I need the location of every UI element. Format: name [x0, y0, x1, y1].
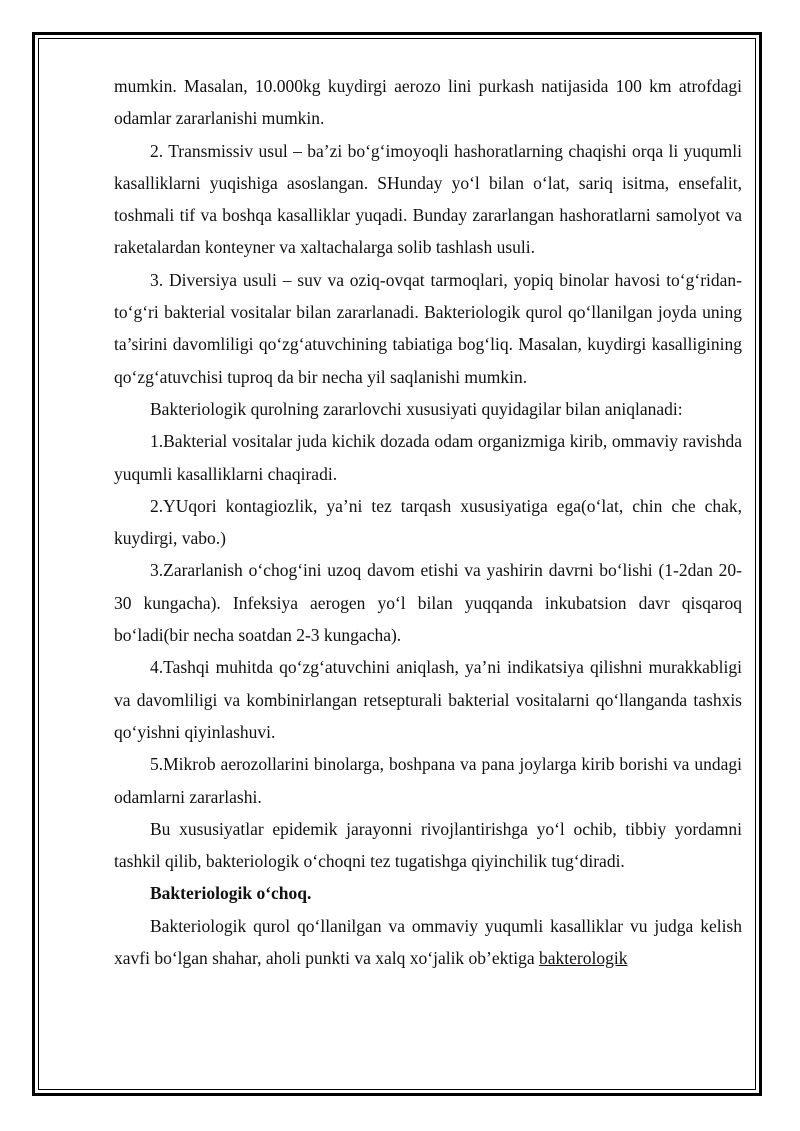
paragraph-continuation: mumkin. Masalan, 10.000kg kuydirgi aerozo lini purkash natijasida 100 km atrofdagi odamlar zararlanishi mumkin.: [114, 76, 742, 129]
list-item-property-5: 5.Mikrob aerozollarini binolarga, boshpana va pana joylarga kirib borishi va undagi odamlarni zararlashi.: [114, 754, 742, 807]
paragraph-outbreak-text: Bakteriologik qurol qo‘llanilgan va ommaviy yuqumli kasalliklar vu judga kelish xavfi bo‘lgan shahar, aholi punkti va xalq xo‘jalik ob’ektiga: [114, 915, 742, 969]
list-item-property-4: 4.Tashqi muhitda qo‘zg‘atuvchini aniqlash, ya’ni indikatsiya qilishni murakkabligi va davomliligi va kombinirlangan retsepturali bakterial vositalarni qo‘llanganda tashxis qo‘yishni qiyinlashuvi.: [114, 657, 742, 742]
paragraph-conclusion: Bu xususiyatlar epidemik jarayonni rivojlantirishga yo‘l ochib, tibbiy yordamni tashkil qilib, bakteriologik o‘choqni tez tugatishga qiyinchilik tug‘diradi.: [114, 818, 742, 872]
list-item-property-2: 2.YUqori kontagiozlik, ya’ni tez tarqash xususiyatiga ega(o‘lat, chin che chak, kuydirgi, vabo.): [114, 495, 742, 549]
list-item-property-1: 1.Bakterial vositalar juda kichik dozada odam organizmiga kirib, ommaviy ravishda yuqumli kasalliklarni chaqiradi.: [114, 431, 742, 484]
section-heading: Bakteriologik o‘choq.: [150, 883, 312, 904]
paragraph-transmissive-method: 2. Transmissiv usul – ba’zi bo‘g‘imoyoqli hashoratlarning chaqishi orqa li yuqumli kasalliklarni yuqishiga asoslangan. SHunday yo‘l bilan o‘lat, sariq isitma, ensefalit, toshmali tif va boshqa kasalliklar yuqadi. Bunday zararlangan hashoratlarni samolyot va raketalardan konteyner va xaltachalarga solib tashlash usuli.: [114, 140, 742, 258]
underlined-term: bakterologik: [539, 948, 628, 969]
document-body: [114, 70, 742, 974]
paragraph-diversion-method: 3. Diversiya usuli – suv va oziq-ovqat tarmoqlari, yopiq binolar havosi to‘g‘ridan-to‘g‘ri bakterial vositalar bilan zararlanadi. Bakteriologik qurol qo‘llanilgan joyda uning ta’sirini davomliligi qo‘zg‘atuvchining tabiatiga bog‘liq. Masalan, kuydirgi kasalligining qo‘zg‘atuvchisi tuproq da bir necha yil saqlanishi mumkin.: [114, 269, 742, 387]
list-item-property-3: 3.Zararlanish o‘chog‘ini uzoq davom etishi va yashirin davrni bo‘lishi (1-2dan 20-30 kungacha). Infeksiya aerogen yo‘l bilan yuqqanda inkubatsion davr qisqaroq bo‘ladi(bir necha soatdan 2-3 kungacha).: [114, 560, 742, 646]
paragraph-outbreak-definition: [114, 910, 742, 975]
paragraph-properties-intro: Bakteriologik qurolning zararlovchi xususiyati quyidagilar bilan aniqlanadi:: [150, 398, 683, 419]
